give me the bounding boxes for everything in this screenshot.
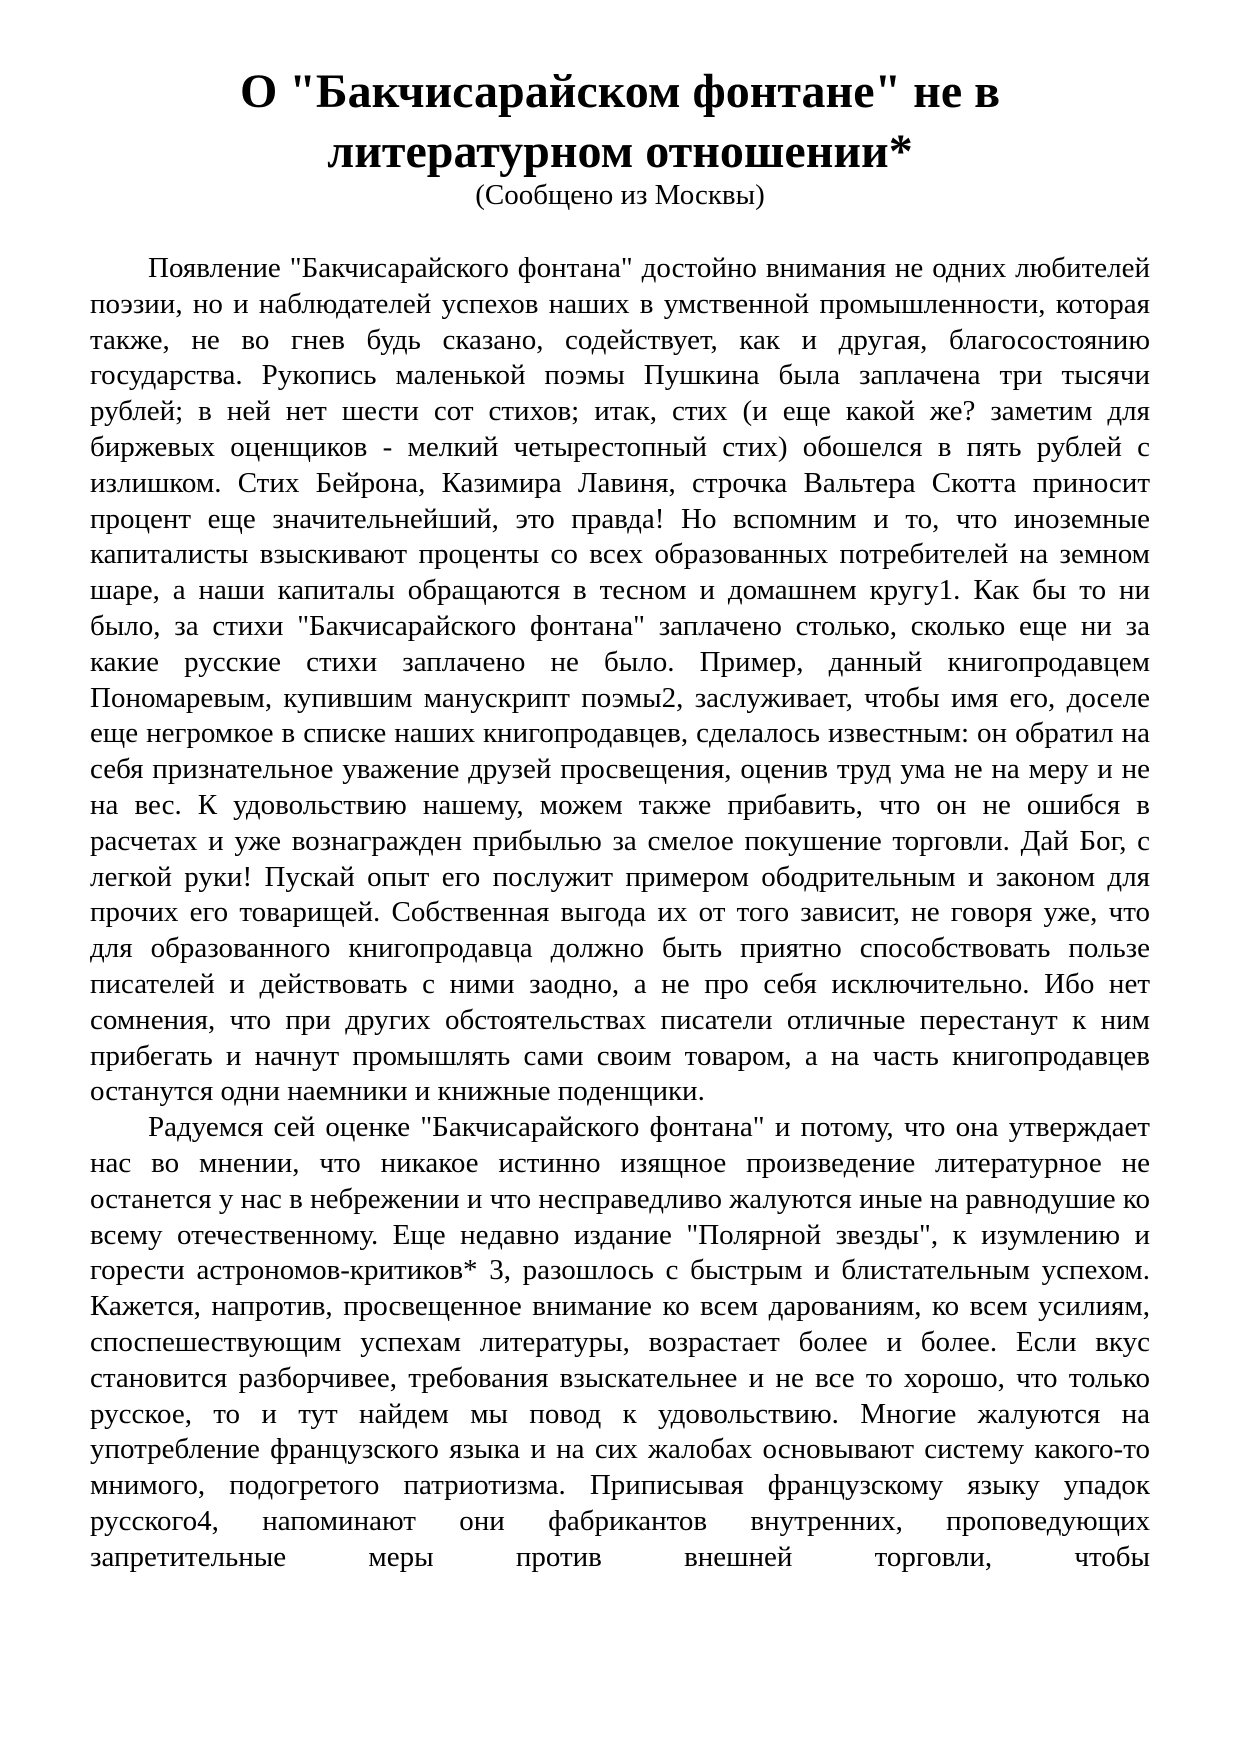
title-line-2: литературном отношении* xyxy=(327,125,913,178)
document-body xyxy=(90,251,1150,1575)
title-line-1: О "Бакчисарайском фонтане" не в xyxy=(239,65,1001,118)
document-subtitle: (Сообщено из Москвы) xyxy=(475,179,765,211)
document-title xyxy=(120,62,1120,182)
paragraph-1: Появление "Бакчисарайского фонтана" достойно внимания не одних любителей поэзии, но и наблюдателей успехов наших в умственной промышленности, которая также, не во гнев будь сказано, содействует, как и другая, благосостоянию государства. Рукопись маленькой поэмы Пушкина была заплачена три тысячи рублей; в ней нет шести сот стихов; итак, стих (и еще какой же? заметим для биржевых оценщиков - мелкий четырестопный стих) обошелся в пять рублей с излишком. Стих Бейрона, Казимира Лавиня, строчка Вальтера Скотта приносит процент еще значительнейший, это правда! Но вспомним и то, что иноземные капиталисты взыскивают проценты со всех образованных потребителей на земном шаре, а наши капиталы обращаются в тесном и домашнем кругу1. Как бы то ни было, за стихи "Бакчисарайского фонтана" заплачено столько, сколько еще ни за какие русские стихи заплачено не было. Пример, данный книгопродавцем Пономаревым, купившим манускрипт поэмы2, заслуживает, чтобы имя его, доселе еще негромкое в списке наших книгопродавцев, сделалось известным: он обратил на себя признательное уважение друзей просвещения, оценив труд ума не на меру и не на вес. К удовольствию нашему, можем также прибавить, что он не ошибся в расчетах и уже вознагражден прибылью за смелое покушение торговли. Дай Бог, с легкой руки! Пускай опыт его послужит примером ободрительным и законом для прочих его товарищей. Собственная выгода их от того зависит, не говоря уже, что для образованного книгопродавца должно быть приятно способствовать пользе писателей и действовать с ними заодно, а не про себя исключительно. Ибо нет сомнения, что при других обстоятельствах писатели отличные перестанут к ним прибегать и начнут промышлять сами своим товаром, а на часть книгопродавцев останутся одни наемники и книжные поденщики. xyxy=(90,252,1150,1108)
paragraph-2: Радуемся сей оценке "Бакчисарайского фонтана" и потому, что она утверждает нас во мнении, что никакое истинно изящное произведение литературное не останется у нас в небрежении и что несправедливо жалуются иные на равнодушие ко всему отечественному. Еще недавно издание "Полярной звезды", к изумлению и горести астрономов-критиков* 3, разошлось с быстрым и блистательным успехом. Кажется, напротив, просвещенное внимание ко всем дарованиям, ко всем усилиям, споспешествующим успехам литературы, возрастает более и более. Если вкус становится разборчивее, требования взыскательнее и не все то хорошо, что только русское, то и тут найдем мы повод к удовольствию. Многие жалуются на употребление французского языка и на сих жалобах основывают систему какого-то мнимого, подогретого патриотизма. Приписывая французскому языку упадок русского4, напоминают они фабрикантов внутренних, проповедующих запретительные меры против внешней торговли, чтобы xyxy=(90,1111,1150,1573)
